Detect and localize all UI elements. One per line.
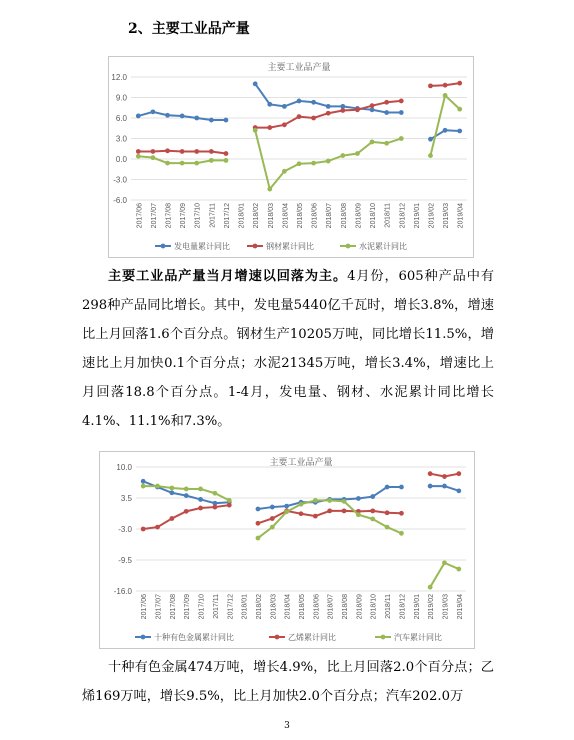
x-tick-label: 2017/08 (169, 594, 177, 620)
data-point (313, 514, 318, 519)
legend-label: 水泥累计同比 (359, 242, 407, 251)
x-tick-label: 2019/04 (457, 203, 465, 229)
data-point (198, 506, 203, 511)
data-point (194, 116, 199, 121)
data-point (299, 511, 304, 516)
paragraph-1-lead: 主要工业品产量当月增速以回落为主。 (108, 269, 348, 284)
data-point (428, 585, 433, 590)
data-point (270, 516, 275, 521)
data-point (224, 118, 229, 123)
data-point (443, 128, 448, 133)
data-point (155, 525, 160, 530)
data-point (399, 531, 404, 536)
data-point (399, 99, 404, 104)
y-tick-label: -6.0 (113, 196, 127, 205)
data-point (267, 125, 272, 130)
legend-marker (275, 635, 280, 640)
x-tick-label: 2019/04 (456, 594, 464, 620)
data-point (297, 99, 302, 104)
x-tick-label: 2018/08 (340, 203, 348, 229)
x-tick-label: 2018/03 (270, 594, 278, 620)
data-point (151, 109, 156, 114)
x-tick-label: 2018/02 (255, 594, 263, 620)
legend-marker (346, 244, 351, 249)
data-point (428, 137, 433, 142)
y-tick-label: -16.0 (113, 587, 132, 596)
legend-label: 汽车累计同比 (394, 633, 442, 642)
data-point (340, 153, 345, 158)
data-point (370, 140, 375, 145)
data-point (297, 114, 302, 119)
chart-title: 主要工业品产量 (267, 62, 331, 72)
data-point (428, 484, 433, 489)
data-point (428, 153, 433, 158)
data-point (340, 104, 345, 109)
x-tick-label: 2019/01 (413, 594, 421, 620)
data-point (136, 149, 141, 154)
data-point (267, 187, 272, 192)
data-point (194, 161, 199, 166)
data-point (356, 512, 361, 517)
data-point (253, 128, 258, 133)
data-point (442, 474, 447, 479)
x-tick-label: 2019/02 (428, 203, 436, 229)
data-point (282, 122, 287, 127)
data-point (370, 517, 375, 522)
data-point (311, 100, 316, 105)
data-point (385, 510, 390, 515)
data-point (370, 107, 375, 112)
series-line-3 (430, 95, 459, 155)
data-point (384, 100, 389, 105)
data-point (209, 158, 214, 163)
y-tick-label: 3.5 (120, 494, 132, 503)
data-point (169, 486, 174, 491)
x-tick-label: 2018/05 (299, 594, 306, 620)
data-point (326, 104, 331, 109)
data-point (136, 154, 141, 159)
x-tick-label: 2019/03 (443, 203, 451, 229)
data-point (184, 487, 189, 492)
legend-marker (161, 244, 166, 249)
x-tick-label: 2017/09 (180, 203, 188, 229)
x-tick-label: 2018/05 (297, 203, 304, 229)
data-point (180, 161, 185, 166)
legend-marker (141, 635, 146, 640)
data-point (284, 509, 289, 514)
x-tick-label: 2018/10 (370, 203, 378, 229)
x-tick-label: 2017/06 (141, 594, 149, 620)
data-point (165, 148, 170, 153)
y-tick-label: 9.0 (115, 93, 127, 103)
x-tick-label: 2017/12 (223, 203, 231, 229)
data-point (256, 536, 261, 541)
section-heading: 2、主要工业品产量 (128, 21, 250, 37)
data-point (327, 498, 332, 503)
data-point (299, 502, 304, 507)
data-point (227, 498, 232, 503)
paragraph-2 (82, 653, 494, 711)
x-tick-label: 2017/09 (184, 594, 192, 620)
chart-1-svg (109, 57, 473, 257)
data-point (194, 149, 199, 154)
x-tick-label: 2017/10 (198, 594, 206, 620)
legend-marker (381, 635, 386, 640)
data-point (456, 488, 461, 493)
x-tick-label: 2019/02 (428, 594, 436, 620)
data-point (198, 487, 203, 492)
page-number: 3 (284, 721, 290, 731)
x-tick-label: 2018/08 (342, 594, 350, 620)
data-point (370, 103, 375, 108)
x-tick-label: 2018/01 (241, 594, 249, 620)
chart-2-svg (100, 452, 474, 648)
y-tick-label: -3.0 (113, 175, 127, 185)
x-tick-label: 2018/06 (313, 594, 321, 620)
data-point (428, 83, 433, 88)
y-tick-label: 3.0 (115, 134, 127, 144)
x-tick-label: 2017/10 (194, 203, 202, 229)
legend-label: 乙烯累计同比 (288, 633, 336, 642)
data-point (209, 118, 214, 123)
y-tick-label: 12.0 (111, 73, 127, 82)
data-point (136, 114, 141, 119)
x-tick-label: 2018/04 (282, 203, 290, 229)
data-point (180, 114, 185, 119)
chart-title: 主要工业品产量 (269, 457, 333, 467)
y-tick-label: 6.0 (115, 114, 127, 123)
x-tick-label: 2017/11 (212, 594, 220, 619)
data-point (355, 107, 360, 112)
data-point (326, 111, 331, 116)
data-point (184, 509, 189, 514)
data-point (443, 83, 448, 88)
x-tick-label: 2017/12 (227, 594, 235, 620)
x-tick-label: 2017/06 (136, 203, 144, 229)
data-point (198, 497, 203, 502)
data-point (282, 104, 287, 109)
data-point (442, 560, 447, 565)
data-point (180, 149, 185, 154)
y-tick-label: 0.0 (115, 155, 127, 164)
x-tick-label: 2018/01 (238, 203, 246, 229)
data-point (256, 521, 261, 526)
x-tick-label: 2018/09 (356, 594, 364, 620)
data-point (399, 136, 404, 141)
x-tick-label: 2018/06 (311, 203, 319, 229)
data-point (169, 516, 174, 521)
data-point (282, 169, 287, 174)
data-point (155, 484, 160, 489)
data-point (355, 151, 360, 156)
x-tick-label: 2017/08 (165, 203, 173, 229)
data-point (151, 149, 156, 154)
data-point (442, 484, 447, 489)
x-tick-label: 2019/03 (442, 594, 450, 620)
data-point (327, 508, 332, 513)
data-point (356, 496, 361, 501)
data-point (399, 511, 404, 516)
paragraph-1 (82, 262, 494, 436)
data-point (399, 485, 404, 490)
data-point (311, 116, 316, 121)
data-point (297, 161, 302, 166)
data-point (370, 508, 375, 513)
x-tick-label: 2017/11 (209, 203, 217, 228)
legend-label: 钢材累计同比 (266, 242, 314, 251)
legend-marker (253, 244, 258, 249)
x-tick-label: 2017/07 (150, 203, 158, 229)
data-point (270, 505, 275, 510)
data-point (456, 471, 461, 476)
x-tick-label: 2018/09 (355, 203, 363, 229)
industrial-output-chart-1 (108, 56, 474, 258)
data-point (151, 155, 156, 160)
industrial-output-chart-2 (99, 451, 475, 649)
x-tick-label: 2018/12 (399, 203, 407, 229)
data-point (141, 484, 146, 489)
data-point (370, 494, 375, 499)
paragraph-2-body: 十种有色金属474万吨，增长4.9%，比上月回落2.0个百分点；乙烯169万吨，增长9.5%，比上月加快2.0个百分点；汽车202.0万 (82, 660, 494, 704)
data-point (267, 102, 272, 107)
data-point (457, 129, 462, 134)
data-point (253, 81, 258, 86)
data-point (184, 493, 189, 498)
data-point (385, 525, 390, 530)
data-point (311, 161, 316, 166)
x-tick-label: 2018/02 (253, 203, 261, 229)
x-tick-label: 2018/04 (284, 594, 292, 620)
data-point (384, 141, 389, 146)
data-point (456, 567, 461, 572)
data-point (209, 149, 214, 154)
x-tick-label: 2018/10 (370, 594, 378, 620)
data-point (457, 81, 462, 86)
x-tick-label: 2018/11 (385, 594, 393, 619)
data-point (284, 504, 289, 509)
x-tick-label: 2018/03 (267, 203, 275, 229)
x-tick-label: 2018/11 (384, 203, 392, 228)
data-point (399, 110, 404, 115)
x-tick-label: 2018/07 (327, 594, 335, 620)
data-point (326, 159, 331, 164)
data-point (224, 158, 229, 163)
legend-label: 发电量累计同比 (174, 242, 230, 251)
data-point (384, 110, 389, 115)
y-tick-label: 10.0 (116, 463, 132, 472)
data-point (224, 151, 229, 156)
data-point (270, 525, 275, 530)
data-point (313, 498, 318, 503)
data-point (342, 499, 347, 504)
y-tick-label: -9.5 (118, 556, 132, 565)
data-point (340, 108, 345, 113)
data-point (443, 93, 448, 98)
x-tick-label: 2018/07 (326, 203, 334, 229)
data-point (165, 161, 170, 166)
paragraph-1-body: 4月份，605种产品中有298种产品同比增长。其中，发电量5440亿千瓦时，增长3.8%，增速比上月回落1.6个百分点。钢材生产10205万吨，同比增长11.5%，增速比上月加快0.1个百分点；水泥21345万吨，增长3.4%，增速比上月回落18.8个百分点。1-4月，发电量、钢材、水泥累计同比增长4.1%、11.1%和7.3%。 (82, 269, 494, 429)
data-point (385, 485, 390, 490)
data-point (169, 490, 174, 495)
x-tick-label: 2017/07 (155, 594, 163, 620)
y-tick-label: -3.0 (118, 525, 132, 534)
data-point (457, 107, 462, 112)
data-point (141, 527, 146, 532)
data-point (342, 508, 347, 513)
legend-label: 十种有色金属累计同比 (154, 633, 234, 642)
x-tick-label: 2018/12 (399, 594, 407, 620)
x-tick-label: 2019/01 (413, 203, 421, 229)
data-point (227, 503, 232, 508)
data-point (256, 507, 261, 512)
data-point (213, 505, 218, 510)
data-point (165, 113, 170, 118)
data-point (141, 479, 146, 484)
series-line-3 (430, 563, 459, 587)
data-point (428, 471, 433, 476)
data-point (213, 491, 218, 496)
